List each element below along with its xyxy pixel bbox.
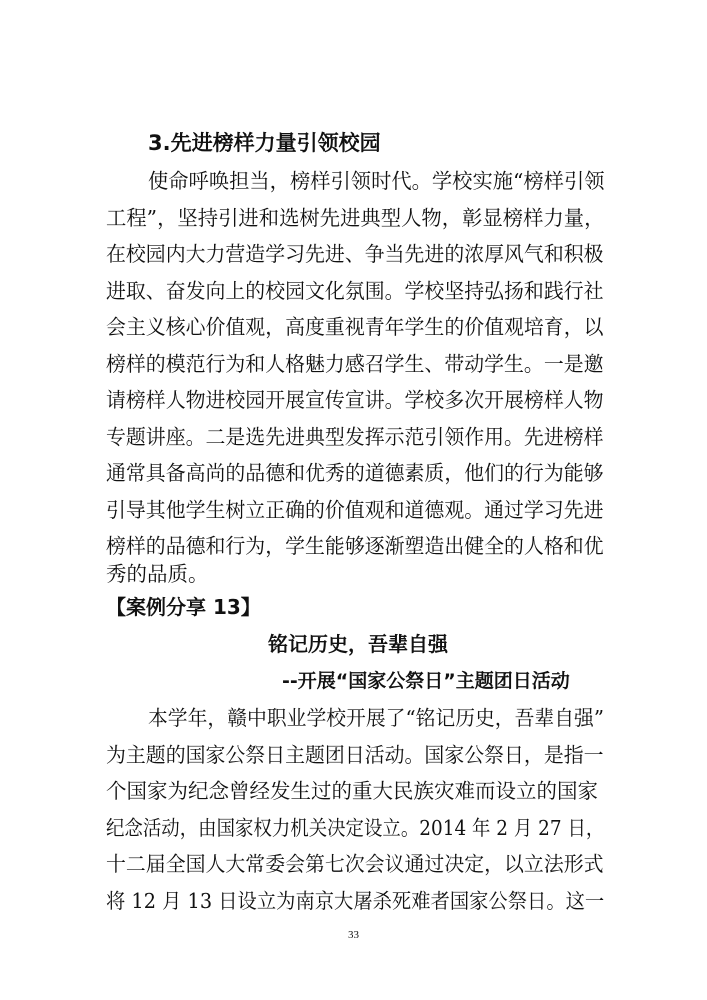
paragraph-line: 请榜样人物进校园开展宣传宣讲。学校多次开展榜样人物	[106, 388, 604, 412]
paragraph-line: 为主题的国家公祭日主题团日活动。国家公祭日，是指一	[106, 743, 604, 767]
paragraph-line: 十二届全国人大常委会第七次会议通过决定，以立法形式	[106, 852, 604, 876]
paragraph-line: 工程”，坚持引进和选树先进典型人物，彰显榜样力量，	[106, 206, 605, 230]
case-subtitle: --开展“国家公祭日”主题团日活动	[282, 670, 570, 692]
paragraph-line: 使命呼唤担当，榜样引领时代。学校实施“榜样引领	[148, 169, 605, 193]
paragraph-line: 本学年，赣中职业学校开展了“铭记历史，吾辈自强”	[148, 706, 604, 730]
paragraph-line: 榜样的模范行为和人格魅力感召学生、带动学生。一是邀	[106, 352, 604, 376]
paragraph-line: 在校园内大力营造学习先进、争当先进的浓厚风气和积极	[106, 242, 604, 266]
paragraph-line: 秀的品质。	[106, 562, 209, 586]
page-number: 33	[348, 929, 359, 941]
paragraph-line: 个国家为纪念曾经发生过的重大民族灾难而设立的国家	[106, 779, 598, 803]
paragraph-line: 引导其他学生树立正确的价值观和道德观。通过学习先进	[106, 498, 604, 522]
paragraph-line: 通常具备高尚的品德和优秀的道德素质，他们的行为能够	[106, 461, 604, 485]
case-label: 【案例分享 13】	[106, 595, 261, 619]
section-heading: 3.先进榜样力量引领校园	[148, 131, 381, 155]
paragraph-line: 会主义核心价值观，高度重视青年学生的价值观培育，以	[106, 315, 604, 339]
paragraph-line: 进取、奋发向上的校园文化氛围。学校坚持弘扬和践行社	[106, 279, 604, 303]
paragraph-line: 将 12 月 13 日设立为南京大屠杀死难者国家公祭日。这一	[106, 889, 605, 913]
paragraph-line: 专题讲座。二是选先进典型发挥示范引领作用。先进榜样	[106, 425, 604, 449]
paragraph-line: 纪念活动，由国家权力机关决定设立。2014 年 2 月 27 日，	[106, 816, 605, 840]
case-title: 铭记历史，吾辈自强	[268, 632, 448, 656]
paragraph-line: 榜样的品德和行为，学生能够逐渐塑造出健全的人格和优	[106, 534, 604, 558]
